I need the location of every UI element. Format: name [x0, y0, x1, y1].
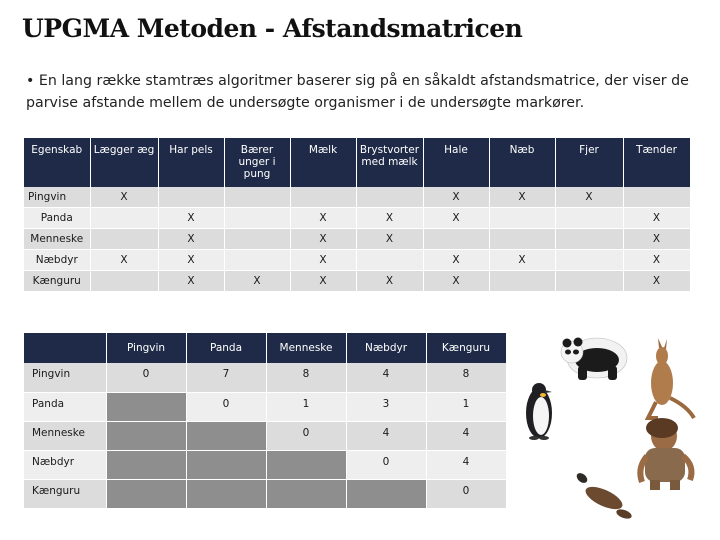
features-cell: X [158, 271, 224, 292]
matrix-cell: 4 [346, 421, 426, 450]
features-row-kaenguru [24, 271, 690, 292]
features-cell [489, 208, 555, 229]
features-cell: X [623, 271, 690, 292]
matrix-cell: 4 [426, 421, 506, 450]
matrix-row-label: Panda [24, 392, 106, 421]
features-row-label: Panda [24, 208, 90, 229]
header-laegger-aeg: Lægger æg [90, 138, 158, 187]
header-har-pels: Har pels [158, 138, 224, 187]
matrix-cell: 4 [426, 450, 506, 479]
features-cell: X [555, 187, 623, 208]
matrix-shaded-cell [106, 421, 186, 450]
features-cell [356, 187, 423, 208]
features-cell: X [489, 250, 555, 271]
header-fjer: Fjer [555, 138, 623, 187]
features-cell: X [290, 250, 356, 271]
features-cell: X [290, 271, 356, 292]
features-cell: X [158, 250, 224, 271]
penguin-image [526, 383, 552, 440]
matrix-row-label: Pingvin [24, 363, 106, 392]
features-row-label: Næbdyr [24, 250, 90, 271]
matrix-shaded-cell [186, 479, 266, 508]
features-cell: X [423, 250, 489, 271]
features-cell [623, 187, 690, 208]
features-cell: X [623, 250, 690, 271]
matrix-row-naebdyr [24, 450, 506, 479]
features-cell [489, 229, 555, 250]
features-row-pingvin [24, 187, 690, 208]
matrix-cell: 0 [346, 450, 426, 479]
matrix-cell: 8 [426, 363, 506, 392]
matrix-row-label: Menneske [24, 421, 106, 450]
matrix-row-label: Kænguru [24, 479, 106, 508]
animal-illustrations [512, 318, 720, 540]
header-taender: Tænder [623, 138, 690, 187]
features-row-label: Pingvin [24, 187, 90, 208]
matrix-shaded-cell [106, 392, 186, 421]
matrix-header-pingvin: Pingvin [106, 333, 186, 363]
matrix-header-row [24, 333, 506, 363]
features-cell [555, 229, 623, 250]
matrix-shaded-cell [346, 479, 426, 508]
features-cell: X [489, 187, 555, 208]
features-cell [224, 229, 290, 250]
features-row-naebdyr [24, 250, 690, 271]
features-cell [555, 208, 623, 229]
header-baerer-unger: Bærer unger i pung [224, 138, 290, 187]
matrix-row-kaenguru [24, 479, 506, 508]
features-cell: X [623, 229, 690, 250]
matrix-cell: 1 [426, 392, 506, 421]
matrix-cell: 0 [266, 421, 346, 450]
features-cell: X [623, 208, 690, 229]
human-image [640, 418, 691, 490]
features-row-menneske [24, 229, 690, 250]
header-egenskab: Egenskab [24, 138, 90, 187]
matrix-cell: 8 [266, 363, 346, 392]
matrix-header-kaenguru: Kænguru [426, 333, 506, 363]
features-cell: X [290, 229, 356, 250]
matrix-shaded-cell [186, 450, 266, 479]
header-hale: Hale [423, 138, 489, 187]
features-header-row [24, 138, 690, 187]
matrix-cell: 0 [426, 479, 506, 508]
matrix-cell: 4 [346, 363, 426, 392]
features-cell: X [423, 187, 489, 208]
features-row-panda [24, 208, 690, 229]
features-cell: X [423, 271, 489, 292]
matrix-header-menneske: Menneske [266, 333, 346, 363]
features-cell [90, 208, 158, 229]
features-cell [90, 229, 158, 250]
features-table [24, 138, 691, 292]
header-brystvorter: Brystvorter med mælk [356, 138, 423, 187]
matrix-cell: 7 [186, 363, 266, 392]
features-cell [356, 250, 423, 271]
matrix-row-menneske [24, 421, 506, 450]
matrix-shaded-cell [106, 479, 186, 508]
features-cell [555, 250, 623, 271]
features-cell: X [158, 229, 224, 250]
matrix-cell: 0 [106, 363, 186, 392]
features-cell [158, 187, 224, 208]
features-cell: X [356, 208, 423, 229]
features-row-label: Menneske [24, 229, 90, 250]
matrix-shaded-cell [266, 479, 346, 508]
kangaroo-image [648, 338, 694, 418]
slide-title: UPGMA Metoden - Afstandsmatricen [22, 14, 523, 43]
features-cell: X [356, 271, 423, 292]
distance-matrix [24, 333, 507, 509]
features-cell: X [90, 250, 158, 271]
features-cell [555, 271, 623, 292]
features-cell [224, 208, 290, 229]
matrix-shaded-cell [186, 421, 266, 450]
features-cell: X [224, 271, 290, 292]
features-cell [423, 229, 489, 250]
panda-image [561, 338, 627, 381]
features-cell [224, 250, 290, 271]
features-row-label: Kænguru [24, 271, 90, 292]
matrix-row-pingvin [24, 363, 506, 392]
matrix-header-corner [24, 333, 106, 363]
matrix-header-panda: Panda [186, 333, 266, 363]
features-cell: X [356, 229, 423, 250]
matrix-header-naebdyr: Næbdyr [346, 333, 426, 363]
features-cell [224, 187, 290, 208]
matrix-shaded-cell [266, 450, 346, 479]
features-cell [290, 187, 356, 208]
features-cell: X [423, 208, 489, 229]
features-cell: X [290, 208, 356, 229]
matrix-row-panda [24, 392, 506, 421]
header-maelk: Mælk [290, 138, 356, 187]
header-naeb: Næb [489, 138, 555, 187]
platypus-image [575, 471, 633, 520]
matrix-shaded-cell [106, 450, 186, 479]
features-cell: X [158, 208, 224, 229]
features-cell [90, 271, 158, 292]
intro-paragraph: • En lang række stamtræs algoritmer baserer sig på en såkaldt afstandsmatrice, der viser de parvise afstande mellem de undersøgte organismer i de undersøgte markører. [26, 73, 689, 111]
matrix-cell: 1 [266, 392, 346, 421]
matrix-cell: 0 [186, 392, 266, 421]
matrix-row-label: Næbdyr [24, 450, 106, 479]
features-cell [489, 271, 555, 292]
matrix-cell: 3 [346, 392, 426, 421]
features-cell: X [90, 187, 158, 208]
